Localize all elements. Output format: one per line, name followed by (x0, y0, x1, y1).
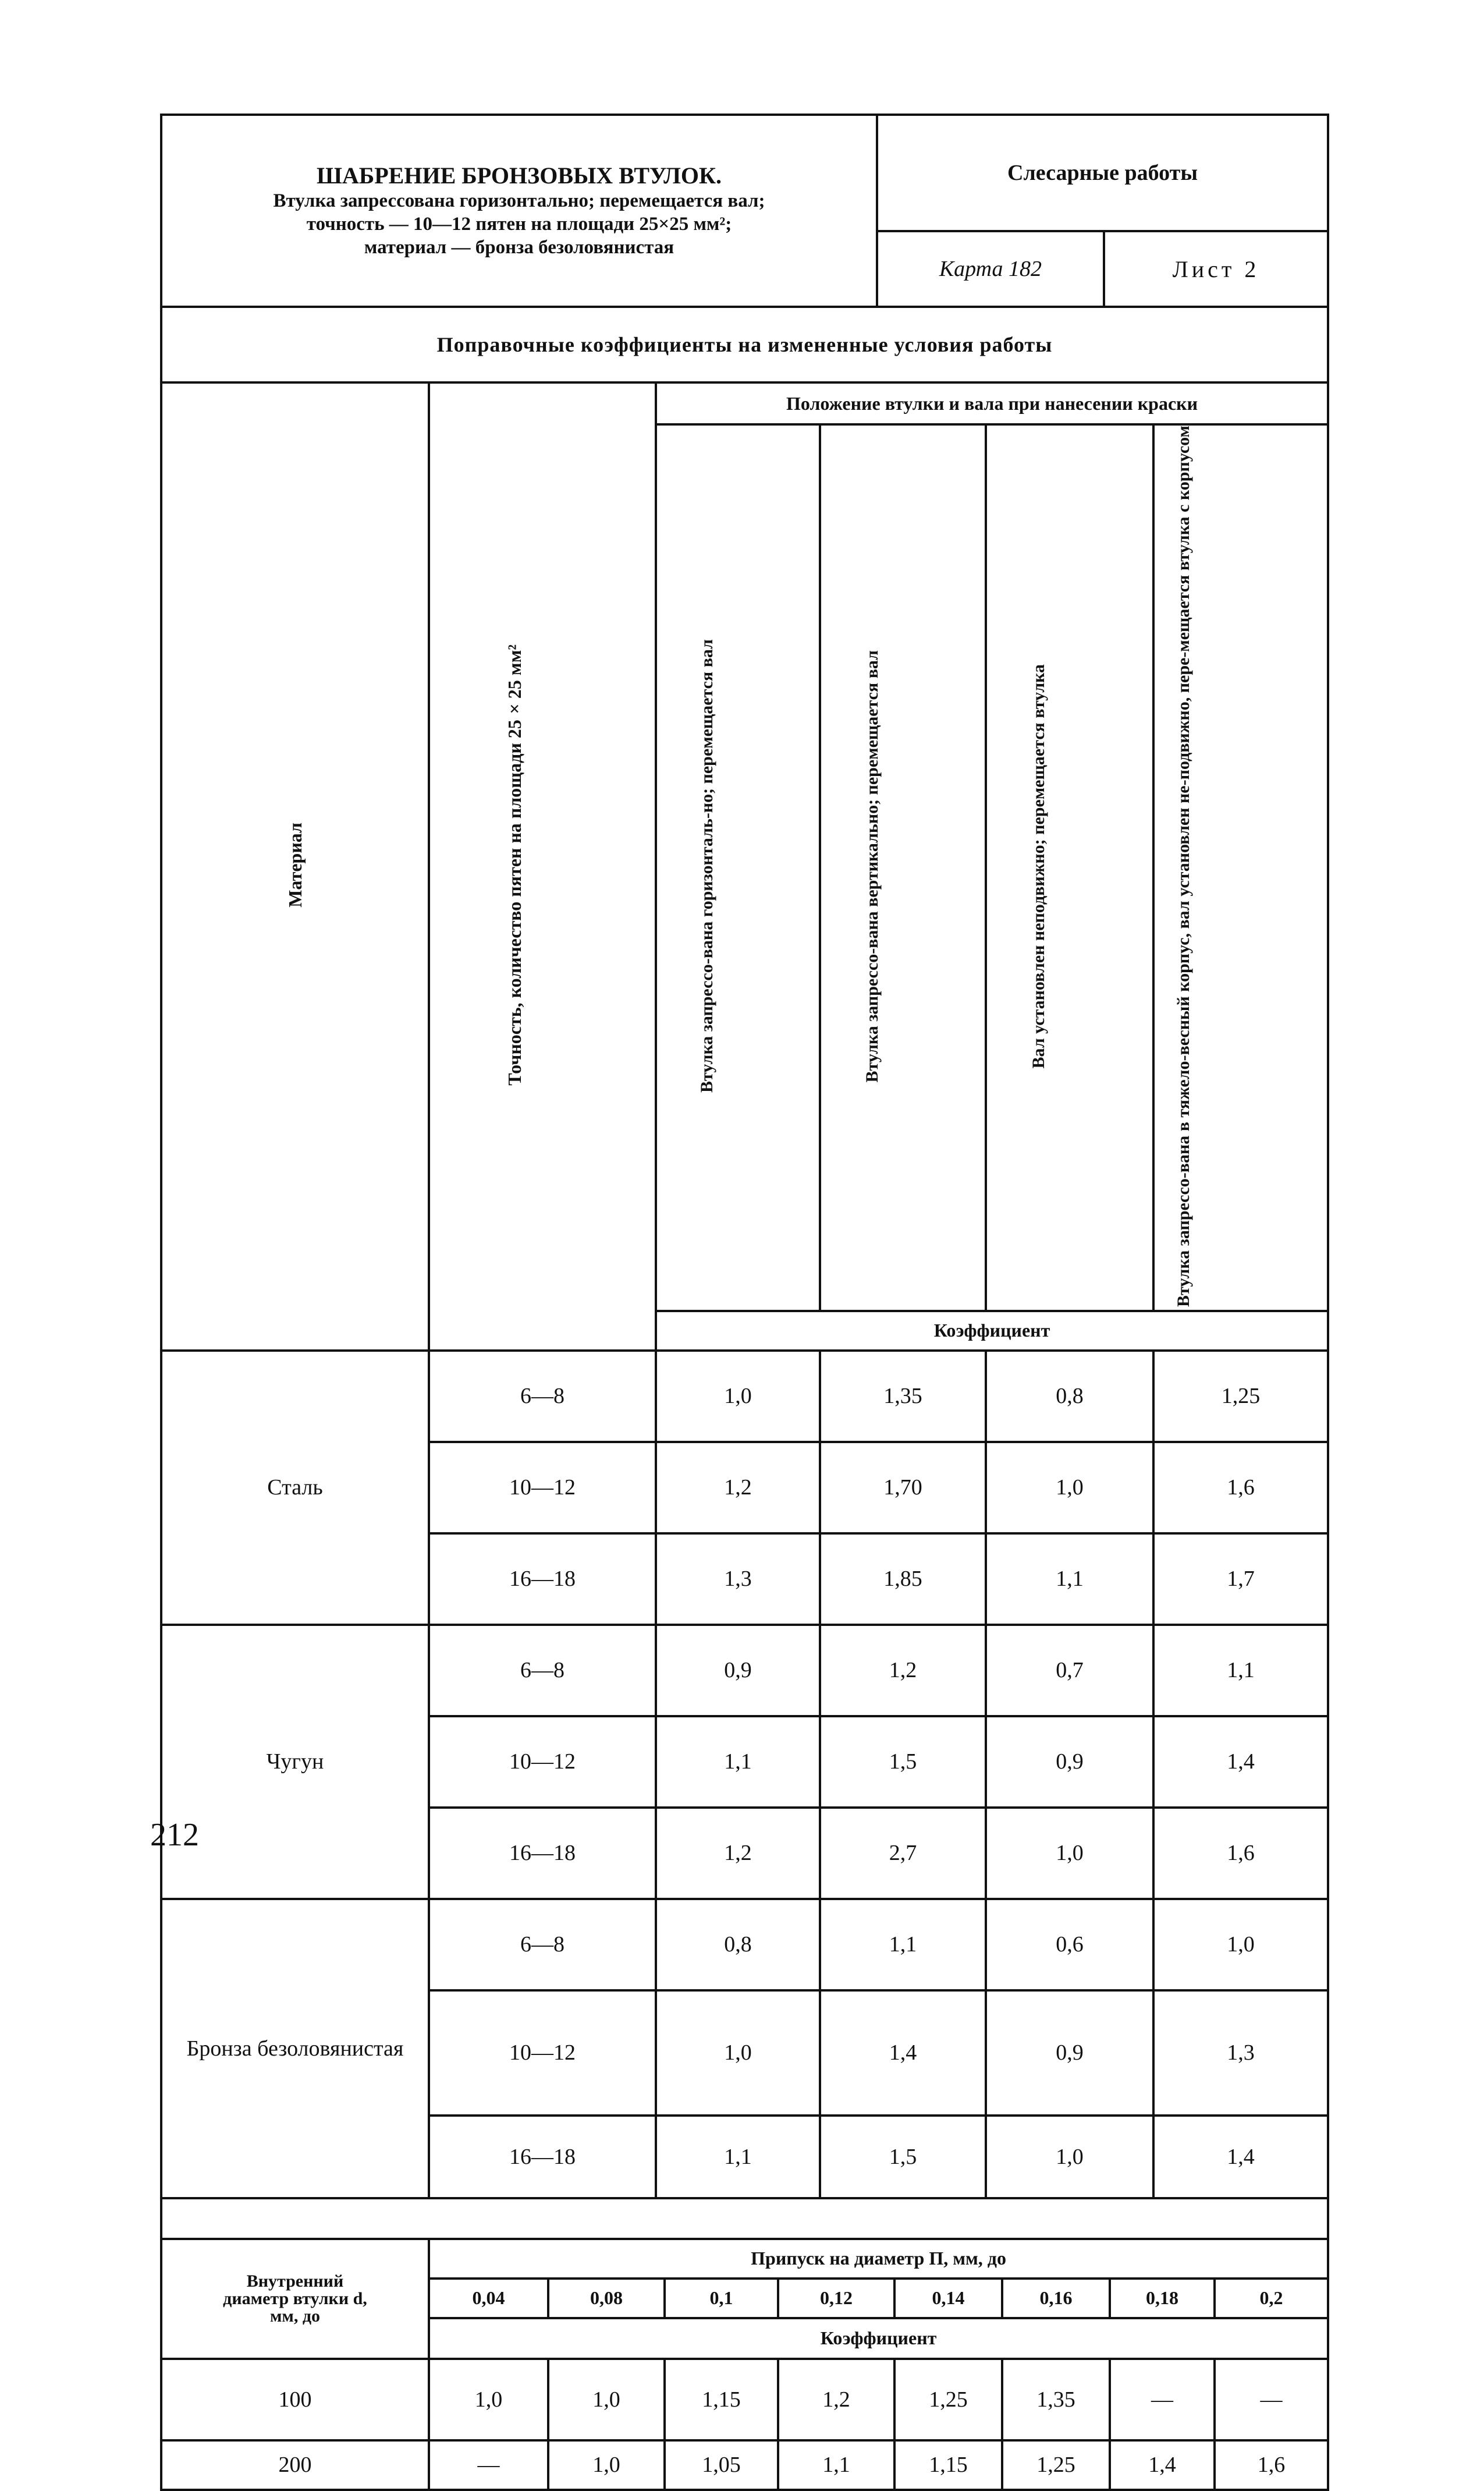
subtitle-line-3: материал — бронза безоловянистая (364, 237, 674, 258)
subtitle-line-2: точность — 10—12 пятен на площади 25×25 мм²; (306, 214, 732, 235)
allowance-table (160, 2238, 1329, 2491)
value-cell: 0,9 (656, 1625, 820, 1716)
value-cell: 1,1 (656, 2116, 820, 2198)
value-cell: 1,6 (1153, 1442, 1328, 1533)
value-cell: 1,1 (820, 1899, 986, 1990)
accuracy-header (429, 382, 656, 1351)
value-cell: 1,25 (1002, 2440, 1110, 2490)
value-cell: 1,6 (1215, 2440, 1328, 2490)
value-cell: 1,0 (656, 1351, 820, 1442)
position-label-1: Втулка запрессо-вана горизонталь-но; перемещается вал (697, 639, 716, 1093)
table-row (161, 1625, 1328, 1716)
allowance-value: 0,2 (1215, 2279, 1328, 2318)
value-cell: 1,15 (894, 2440, 1002, 2490)
value-cell: 1,0 (548, 2440, 665, 2490)
value-cell: 1,4 (820, 1990, 986, 2116)
position-header-1 (656, 424, 820, 1311)
accuracy-cell: 6—8 (429, 1899, 656, 1990)
coefficient-header-2: Коэффициент (429, 2318, 1328, 2359)
position-header-4 (1153, 424, 1328, 1311)
value-cell: 1,2 (656, 1442, 820, 1533)
card-number: Карта 182 (877, 231, 1104, 307)
value-cell: 1,4 (1153, 2116, 1328, 2198)
diameter-cell: 200 (161, 2440, 429, 2490)
value-cell: 1,70 (820, 1442, 986, 1533)
material-cell: Бронза безоловянистая (161, 1899, 429, 2198)
accuracy-cell: 6—8 (429, 1625, 656, 1716)
accuracy-cell: 10—12 (429, 1990, 656, 2116)
diameter-header-label: Внутренний диаметр втулки d, мм, до (223, 2271, 367, 2326)
value-cell: 1,5 (820, 2116, 986, 2198)
allowance-value: 0,04 (429, 2279, 548, 2318)
allowance-value: 0,1 (665, 2279, 778, 2318)
value-cell: 1,2 (778, 2359, 894, 2440)
page-frame (160, 114, 1327, 2491)
value-cell: 1,0 (429, 2359, 548, 2440)
value-cell: 1,1 (656, 1716, 820, 1808)
value-cell: 1,1 (1153, 1625, 1328, 1716)
value-cell: 0,8 (656, 1899, 820, 1990)
value-cell: 1,7 (1153, 1533, 1328, 1625)
accuracy-cell: 10—12 (429, 1716, 656, 1808)
material-cell: Сталь (161, 1351, 429, 1625)
value-cell: 1,4 (1153, 1716, 1328, 1808)
value-cell: 1,25 (894, 2359, 1002, 2440)
value-cell: 1,15 (665, 2359, 778, 2440)
accuracy-cell: 16—18 (429, 1533, 656, 1625)
subtitle-line-1: Втулка запрессована горизонтально; перемещается вал; (273, 190, 765, 211)
allowance-value: 0,18 (1110, 2279, 1215, 2318)
coefficients-table (160, 381, 1329, 2240)
value-cell: 1,05 (665, 2440, 778, 2490)
category-label: Слесарные работы (877, 115, 1328, 231)
material-header (161, 382, 429, 1351)
header-title-block (161, 115, 877, 307)
value-cell: 1,25 (1153, 1351, 1328, 1442)
header-table (160, 114, 1329, 384)
table-row (161, 2440, 1328, 2490)
value-cell: 1,1 (986, 1533, 1153, 1625)
value-cell: 0,8 (986, 1351, 1153, 1442)
value-cell: 2,7 (820, 1808, 986, 1899)
value-cell: 0,7 (986, 1625, 1153, 1716)
value-cell: 0,9 (986, 1990, 1153, 2116)
table-row (161, 2359, 1328, 2440)
accuracy-cell: 10—12 (429, 1442, 656, 1533)
value-cell: 1,85 (820, 1533, 986, 1625)
value-cell: 1,2 (820, 1625, 986, 1716)
value-cell: — (429, 2440, 548, 2490)
allowance-value: 0,08 (548, 2279, 665, 2318)
position-group-header: Положение втулки и вала при нанесении краски (656, 382, 1328, 424)
position-header-2 (820, 424, 986, 1311)
position-header-3 (986, 424, 1153, 1311)
accuracy-cell: 16—18 (429, 1808, 656, 1899)
section-title: Поправочные коэффициенты на измененные условия работы (161, 307, 1328, 382)
material-header-label: Материал (284, 823, 306, 908)
coefficient-header: Коэффициент (656, 1311, 1328, 1351)
value-cell: 1,35 (820, 1351, 986, 1442)
accuracy-cell: 16—18 (429, 2116, 656, 2198)
document-title: ШАБРЕНИЕ БРОНЗОВЫХ ВТУЛОК. (316, 162, 722, 189)
diameter-header (161, 2239, 429, 2359)
allowance-value: 0,16 (1002, 2279, 1110, 2318)
value-cell: 1,6 (1153, 1808, 1328, 1899)
value-cell: 1,0 (656, 1990, 820, 2116)
allowance-value: 0,12 (778, 2279, 894, 2318)
position-label-4: Втулка запрессо-вана в тяжело-весный корпус, вал установлен не-подвижно, пере-мещается втулка с корпусом (1174, 426, 1193, 1307)
value-cell: 1,3 (656, 1533, 820, 1625)
separator-row (161, 2198, 1328, 2239)
value-cell: 1,0 (986, 1808, 1153, 1899)
value-cell: — (1215, 2359, 1328, 2440)
value-cell: 1,2 (656, 1808, 820, 1899)
value-cell: 1,1 (778, 2440, 894, 2490)
value-cell: 1,4 (1110, 2440, 1215, 2490)
value-cell: 1,35 (1002, 2359, 1110, 2440)
value-cell: 0,6 (986, 1899, 1153, 1990)
value-cell: 1,0 (1153, 1899, 1328, 1990)
value-cell: 1,0 (548, 2359, 665, 2440)
value-cell: 1,0 (986, 1442, 1153, 1533)
value-cell: 1,0 (986, 2116, 1153, 2198)
allowance-value: 0,14 (894, 2279, 1002, 2318)
accuracy-cell: 6—8 (429, 1351, 656, 1442)
sheet-number: Лист 2 (1104, 231, 1328, 307)
value-cell: 0,9 (986, 1716, 1153, 1808)
position-label-3: Вал установлен неподвижно; перемещается втулка (1029, 664, 1048, 1069)
table-row (161, 1899, 1328, 1990)
material-cell: Чугун (161, 1625, 429, 1899)
value-cell: 1,3 (1153, 1990, 1328, 2116)
allowance-header: Припуск на диаметр П, мм, до (429, 2239, 1328, 2279)
value-cell: — (1110, 2359, 1215, 2440)
accuracy-header-label: Точность, количество пятен на площади 25×25 мм² (504, 644, 525, 1086)
position-label-2: Втулка запрессо-вана вертикально; перемещается вал (862, 650, 882, 1083)
value-cell: 1,5 (820, 1716, 986, 1808)
table-row (161, 1351, 1328, 1442)
diameter-cell: 100 (161, 2359, 429, 2440)
page-number: 212 (150, 1817, 199, 1853)
